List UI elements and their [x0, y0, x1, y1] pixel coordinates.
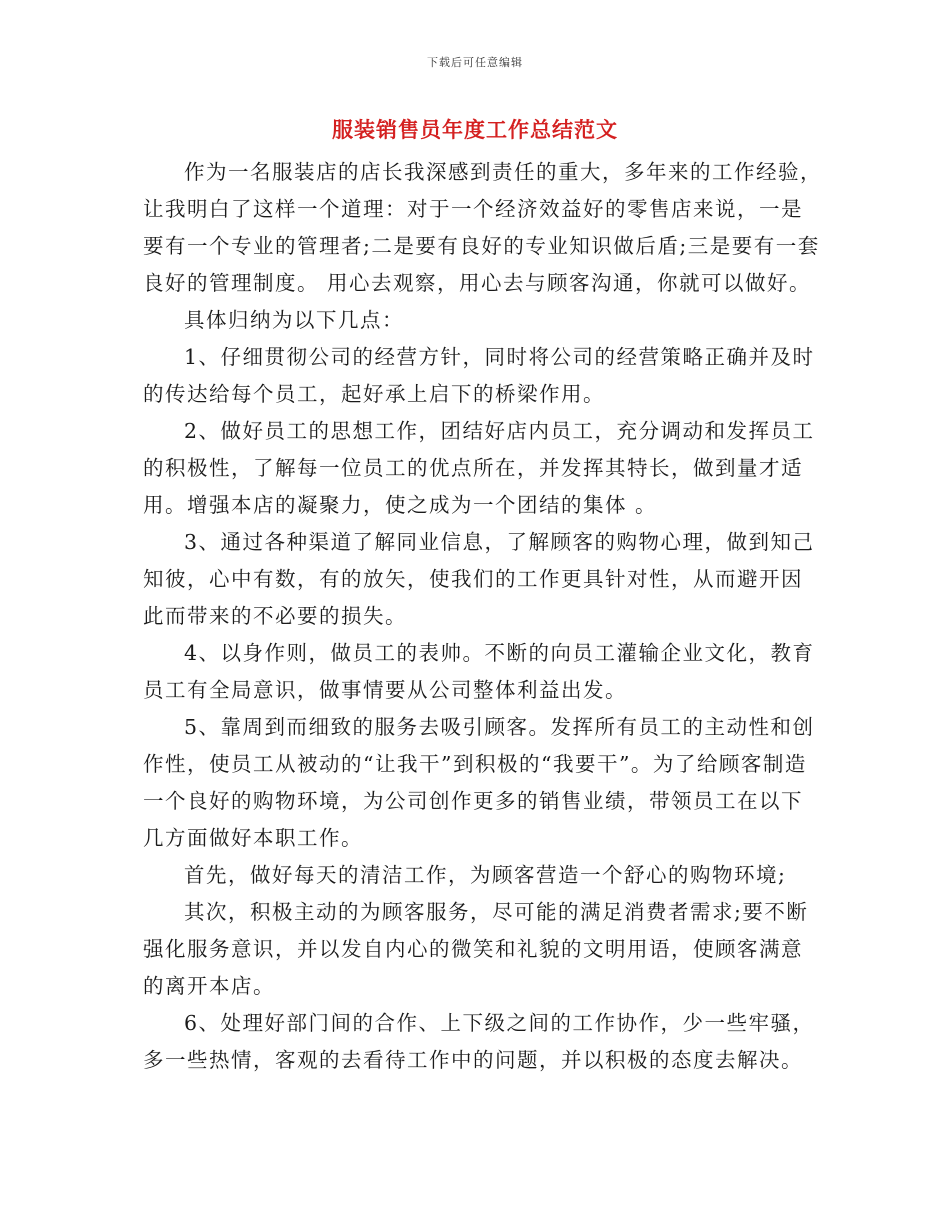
- paragraph-second: 其次，积极主动的为顾客服务，尽可能的满足消费者需求;要不断强化服务意识，并以发自内心的微笑和礼貌的文明用语，使顾客满意的离开本店。: [143, 900, 809, 998]
- document-title: 服装销售员年度工作总结范文: [332, 118, 618, 142]
- document-body: [143, 154, 823, 1079]
- paragraph-intro: 作为一名服装店的店长我深感到责任的重大，多年来的工作经验，让我明白了这样一个道理：对于一个经济效益好的零售店来说，一是要有一个专业的管理者;二是要有良好的专业知识做后盾;三是要有一套良好的管理制度。 用心去观察，用心去与顾客沟通，你就可以做好。: [143, 160, 822, 295]
- paragraph-point-4: 4、以身作则，做员工的表帅。不断的向员工灌输企业文化，教育员工有全局意识，做事情要从公司整体利益出发。: [143, 641, 815, 702]
- paragraph-summary-lead: 具体归纳为以下几点：: [184, 308, 404, 332]
- paragraph-point-1: 1、仔细贯彻公司的经营方针，同时将公司的经营策略正确并及时的传达给每个员工，起好承上启下的桥梁作用。: [143, 345, 815, 406]
- paragraph-point-6: 6、处理好部门间的合作、上下级之间的工作协作，少一些牢骚，多一些热情，客观的去看待工作中的问题，并以积极的态度去解决。: [143, 1011, 815, 1072]
- paragraph-point-3: 3、通过各种渠道了解同业信息，了解顾客的购物心理，做到知己知彼，心中有数，有的放矢，使我们的工作更具针对性，从而避开因此而带来的不必要的损失。: [143, 530, 815, 628]
- paragraph-first: 首先，做好每天的清洁工作，为顾客营造一个舒心的购物环境;: [184, 863, 787, 887]
- header-note: 下载后可任意编辑: [427, 56, 523, 69]
- paragraph-point-2: 2、做好员工的思想工作，团结好店内员工，充分调动和发挥员工的积极性，了解每一位员工的优点所在，并发挥其特长，做到量才适用。增强本店的凝聚力，使之成为一个团结的集体 。: [143, 419, 815, 517]
- paragraph-point-5: 5、靠周到而细致的服务去吸引顾客。发挥所有员工的主动性和创作性，使员工从被动的“让我干”到积极的“我要干”。为了给顾客制造一个良好的购物环境，为公司创作更多的销售业绩，带领员工在以下几方面做好本职工作。: [143, 715, 815, 850]
